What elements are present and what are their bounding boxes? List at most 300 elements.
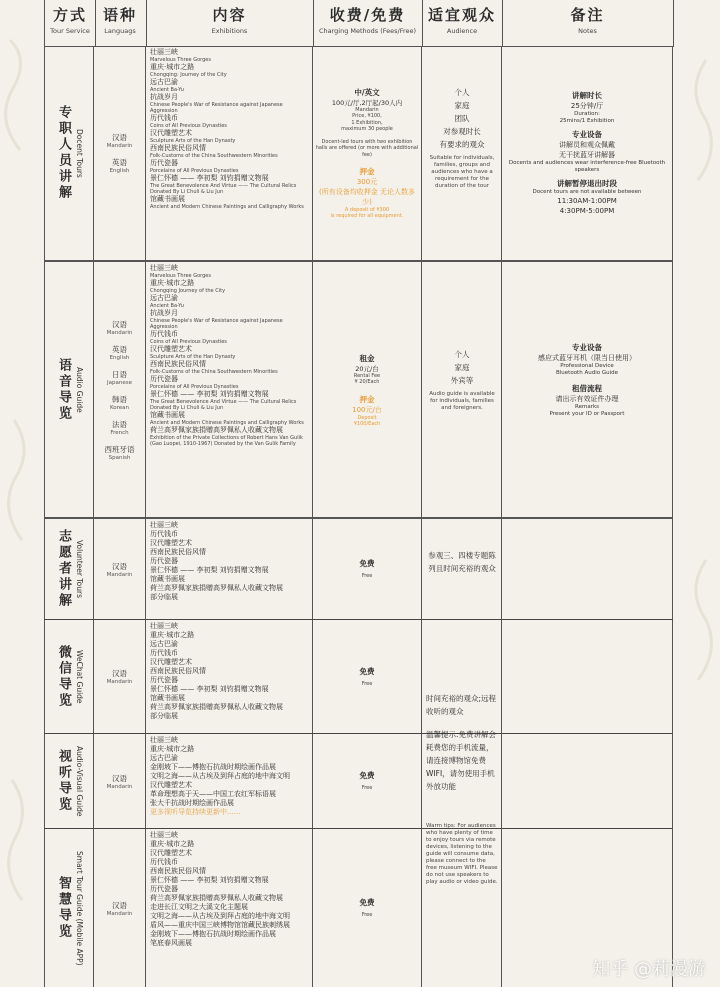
audio-note-rent-title: 租借流程 xyxy=(572,384,602,393)
exhibition-item xyxy=(150,694,310,703)
exhibition-en: Sculpture Arts of the Han Dynasty xyxy=(150,354,236,360)
docent-notes-cell xyxy=(502,46,673,260)
exhibition-zh: 重庆·城市之路 xyxy=(150,840,195,848)
language-zh: 英语 xyxy=(112,344,127,354)
exhibition-zh: 西南民族民俗风情 xyxy=(150,360,206,368)
exhibition-zh: 壮丽三峡 xyxy=(150,736,178,744)
language-en: Mandarin xyxy=(106,329,133,336)
exhibition-zh: 走进长江文明之大溪文化主题展 xyxy=(150,903,248,911)
exhibition-zh: 文明之海——从古埃及到拜占庭的地中海文明 xyxy=(150,912,290,920)
exhibition-zh: 历代钱币 xyxy=(150,858,178,866)
exhibition-item xyxy=(150,631,310,640)
audio-note-device-en1: Professional Device xyxy=(560,363,614,369)
language-item xyxy=(107,319,133,336)
exhibition-item xyxy=(150,745,310,754)
exhibition-en: The Great Benevolence And Virtue —— The Cultural Relics Donated By Li Chuli & Liu Jun xyxy=(150,399,297,411)
audio-fee-price: 20元/台 xyxy=(355,364,379,373)
audio-language-list xyxy=(94,262,145,517)
wechat-languages-cell xyxy=(94,620,146,733)
exhibition-item xyxy=(150,667,310,676)
language-zh: 法语 xyxy=(111,419,127,429)
docent-fee-en5: Docent-led tours with two exhibition halls are offered (or more with additional fee) xyxy=(315,138,419,158)
exhibition-en: Coins of All Previous Dynasties xyxy=(150,339,227,345)
exhibition-en: Chongqing: Journey of the City xyxy=(150,72,227,78)
exhibition-item xyxy=(150,930,310,939)
smart-languages-cell xyxy=(94,829,146,987)
exhibition-item xyxy=(150,831,310,840)
exhibition-zh: 笔底春风画展 xyxy=(150,939,192,947)
docent-audience-z2: 家庭 xyxy=(454,101,470,110)
language-en: English xyxy=(109,354,130,361)
tour-service-table xyxy=(44,0,673,987)
exhibition-item xyxy=(150,790,310,799)
exhibition-item xyxy=(150,557,310,566)
exhibition-zh: 西南民族民俗风情 xyxy=(150,548,206,556)
header-charging-zh: 收费/免费 xyxy=(329,6,406,24)
exhibition-zh: 西南民族民俗风情 xyxy=(150,667,206,675)
exhibition-item xyxy=(150,294,310,309)
exhibition-en: Coins of All Previous Dynasties xyxy=(150,123,227,129)
docent-fee-en4: maximum 30 people xyxy=(341,126,393,133)
exhibition-zh: 汉代雕塑艺术 xyxy=(150,345,192,353)
docent-fee-en2: Price, ¥100, xyxy=(352,113,382,120)
smart-title-zh: 智慧导览 xyxy=(56,876,71,940)
exhibition-item xyxy=(150,566,310,575)
language-item xyxy=(107,132,133,149)
volunteer-type-cell xyxy=(44,519,94,619)
smart-type-cell xyxy=(44,829,94,987)
volunteer-lang-zh: 汉语 xyxy=(112,561,127,571)
audio-note-device-en2: Bluetooth Audio Guide xyxy=(556,370,618,376)
language-item xyxy=(105,444,135,461)
exhibition-zh: 抗战岁月 xyxy=(150,93,178,101)
exhibition-zh: 重庆·城市之路 xyxy=(150,63,195,71)
remote-audience-cell xyxy=(422,620,502,987)
docent-note-device-a: 讲解员和观众佩戴 xyxy=(559,141,615,149)
exhibition-zh: 汉代雕塑艺术 xyxy=(150,849,192,857)
smart-fee-en: Free xyxy=(361,912,373,919)
docent-note-duration-title: 讲解时长 xyxy=(572,91,602,100)
volunteer-fee-cell xyxy=(313,519,422,619)
exhibition-zh: 荷兰高罗佩家族捐赠高罗佩私人收藏文物展 xyxy=(150,703,283,711)
row-audio-guide xyxy=(44,262,673,519)
exhibition-item xyxy=(150,530,310,539)
audio-type-cell xyxy=(44,262,94,517)
decorative-right-pattern xyxy=(676,0,720,987)
audio-exhibitions-cell xyxy=(146,262,313,517)
exhibition-en: Folk-Customs of the China Southwestern Minorities xyxy=(150,369,278,375)
exhibition-en: Folk-Customs of the China Southwestern Minorities xyxy=(150,153,278,159)
audio-note-device: 感应式蓝牙耳机（限当日使用） xyxy=(538,354,636,362)
av-type-cell xyxy=(44,734,94,828)
docent-audience-z3: 团队 xyxy=(454,114,470,123)
exhibition-zh: 历代钱币 xyxy=(150,114,178,122)
exhibition-item xyxy=(150,781,310,790)
smart-title-en: Smart Tour Guide (Mobile APP) xyxy=(75,850,84,966)
exhibition-zh: 荷兰高罗佩家族捐赠高罗佩私人收藏文物展 xyxy=(150,584,283,592)
audio-deposit-amount: 100元/台 xyxy=(352,405,382,414)
wechat-fee-cell xyxy=(313,620,422,733)
exhibition-item xyxy=(150,685,310,694)
av-exhibitions-cell xyxy=(146,734,313,828)
exhibition-item xyxy=(150,360,310,375)
audio-audience-z3: 外宾等 xyxy=(450,376,474,385)
exhibition-item xyxy=(150,703,310,712)
volunteer-exhibition-list xyxy=(150,521,310,602)
language-zh: 日语 xyxy=(111,369,127,379)
smart-lang-zh: 汉语 xyxy=(112,900,127,910)
av-lang-en: Mandarin xyxy=(106,783,133,790)
audio-exhibition-list xyxy=(150,264,310,447)
exhibition-zh: 历代瓷器 xyxy=(150,159,178,167)
exhibition-zh: 历代钱币 xyxy=(150,530,178,538)
exhibition-item xyxy=(150,894,310,903)
header-charging-en: Charging Methods (Fees/Free) xyxy=(318,27,417,35)
exhibition-zh: 远古巴渝 xyxy=(150,640,178,648)
exhibition-zh: 壮丽三峡 xyxy=(150,521,178,529)
language-en: Spanish xyxy=(108,454,131,461)
audio-fee-title: 租金 xyxy=(359,353,375,363)
exhibition-zh: 重庆·城市之路 xyxy=(150,631,195,639)
exhibition-item xyxy=(150,375,310,390)
volunteer-title-en: Volunteer Tours xyxy=(75,539,84,598)
header-notes xyxy=(502,0,674,47)
exhibition-zh: 历代瓷器 xyxy=(150,557,178,565)
wechat-fee-zh: 免费 xyxy=(359,666,375,676)
remote-tip: 温馨提示:免费讲解会耗费您的手机流量，请连接博物馆免费WIFI，请勿使用手机外放功能 xyxy=(426,730,497,791)
header-audience xyxy=(422,0,503,47)
wechat-title-zh: 微信导览 xyxy=(56,644,71,709)
language-zh: 汉语 xyxy=(112,319,127,329)
docent-fee-en3: 1 Exhibition, xyxy=(351,119,383,126)
exhibition-zh: 历代钱币 xyxy=(150,649,178,657)
exhibition-zh: 汉代雕塑艺术 xyxy=(150,781,192,789)
exhibition-item xyxy=(150,622,310,631)
audio-audience-z1: 个人 xyxy=(454,350,470,359)
exhibition-item xyxy=(150,345,310,360)
header-language xyxy=(94,0,147,47)
language-en: French xyxy=(110,429,129,436)
docent-note-pause-en: Docent tours are not available between xyxy=(532,189,642,195)
exhibition-zh: 盾风——重庆中国三峡博物馆馆藏民族刺绣展 xyxy=(150,921,290,929)
smart-exhibition-list xyxy=(150,831,310,948)
docent-audience-cell xyxy=(422,46,502,260)
exhibition-item xyxy=(150,426,310,447)
docent-deposit-en1: A deposit of ¥300 xyxy=(344,207,390,214)
exhibition-zh: 金刚坡下——傅抱石抗战时期绘画作品展 xyxy=(150,930,276,938)
exhibition-zh: 部分临展 xyxy=(150,593,178,601)
exhibition-zh: 景仁怀德 —— 李初梨 刘钧捐赠文物展 xyxy=(150,876,269,884)
docent-deposit-title: 押金 xyxy=(359,167,375,177)
exhibition-zh: 历代瓷器 xyxy=(150,885,178,893)
wechat-title-en: WeChat Guide xyxy=(75,649,84,704)
audio-fee-cell xyxy=(313,262,422,517)
smart-lang-en: Mandarin xyxy=(106,910,133,917)
exhibition-zh: 西南民族民俗风情 xyxy=(150,867,206,875)
language-en: Mandarin xyxy=(106,143,133,149)
language-en: Japanese xyxy=(107,379,132,386)
docent-audience-z4: 对参观时长 xyxy=(443,127,481,136)
exhibition-item xyxy=(150,840,310,849)
exhibition-zh: 远古巴渝 xyxy=(150,294,178,302)
exhibition-item xyxy=(150,264,310,279)
exhibition-item xyxy=(150,78,310,93)
exhibition-zh: 历代瓷器 xyxy=(150,676,178,684)
audio-fee-en1: Rental Fee xyxy=(353,372,381,379)
audio-languages-cell xyxy=(94,262,146,517)
av-fee-zh: 免费 xyxy=(359,771,375,781)
docent-note-device-b: 无干扰蓝牙讲解器 xyxy=(559,151,615,159)
audio-title-zh: 语音导览 xyxy=(56,357,71,422)
header-charging xyxy=(313,0,423,47)
docent-languages-cell xyxy=(94,46,146,260)
exhibition-en: Marvelous Three Gorges xyxy=(150,273,211,279)
exhibition-zh: 壮丽三峡 xyxy=(150,264,178,272)
wechat-exhibitions-cell xyxy=(146,620,313,733)
exhibition-item xyxy=(150,548,310,557)
exhibition-en: Ancient and Modern Chinese Paintings and Calligraphy Works xyxy=(150,204,304,210)
exhibition-item xyxy=(150,649,310,658)
header-language-zh: 语种 xyxy=(102,6,137,24)
exhibition-en: Ancient Ba-Yu xyxy=(150,303,184,309)
volunteer-fee-zh: 免费 xyxy=(359,559,375,569)
exhibition-zh: 馆藏书画展 xyxy=(150,411,185,419)
header-notes-zh: 备注 xyxy=(570,6,605,24)
wechat-lang-en: Mandarin xyxy=(106,679,133,685)
exhibition-zh: 张大千抗战时期绘画作品展 xyxy=(150,799,234,807)
exhibition-item xyxy=(150,736,310,745)
exhibition-item xyxy=(150,129,310,144)
docent-audience-en: Suitable for individuals, families, groups and audiences who have a requirement for the duration of the tour xyxy=(429,155,495,189)
docent-note-duration-en2: 25mins/1 Exhibition xyxy=(559,118,615,124)
docent-fee-price: 100元/厅,2厅起/30人内 xyxy=(331,98,403,107)
docent-note-device-title: 专业设备 xyxy=(572,130,602,139)
exhibition-item xyxy=(150,309,310,330)
exhibition-en: Chinese People's War of Resistance against Japanese Aggression xyxy=(150,102,283,114)
exhibition-item xyxy=(150,411,310,426)
volunteer-audience-cell xyxy=(422,519,502,619)
wechat-exhibition-list xyxy=(150,622,310,721)
docent-exhibition-list xyxy=(150,48,310,210)
audio-note-rent-en2: Present your ID or Passport xyxy=(549,411,625,417)
shared-audience-notes xyxy=(422,620,673,987)
volunteer-fee-en: Free xyxy=(361,573,373,580)
language-en: English xyxy=(109,168,130,174)
header-tour-service-en: Tour Service xyxy=(50,27,90,35)
docent-exhibitions-cell xyxy=(146,46,313,260)
exhibition-en: Ancient and Modern Chinese Paintings and Calligraphy Works xyxy=(150,420,304,426)
exhibition-zh: 革命理想高于天——中国工农红军标语展 xyxy=(150,790,276,798)
language-en: Korean xyxy=(109,404,130,411)
exhibition-zh: 远古巴渝 xyxy=(150,754,178,762)
volunteer-languages-cell xyxy=(94,519,146,619)
exhibition-item xyxy=(150,575,310,584)
smart-exhibitions-cell xyxy=(146,829,313,987)
exhibition-more xyxy=(150,808,310,817)
header-tour-service xyxy=(44,0,96,47)
audio-audience-en: Audio guide is available for individuals, families and foreigners. xyxy=(429,391,495,411)
audio-audience-z2: 家庭 xyxy=(454,363,470,372)
exhibition-zh: 壮丽三峡 xyxy=(150,622,178,630)
exhibition-item xyxy=(150,921,310,930)
exhibition-zh: 壮丽三峡 xyxy=(150,48,178,56)
docent-note-pause-b: 4:30PM-5:00PM xyxy=(559,207,615,215)
exhibition-zh: 抗战岁月 xyxy=(150,309,178,317)
volunteer-audience: 参观三、四楼专题陈列且时间充裕的观众 xyxy=(428,551,496,573)
exhibition-en: Porcelains of All Previous Dynasties xyxy=(150,384,239,390)
wechat-type-cell xyxy=(44,620,94,733)
audio-fee-en2: ¥ 20/Each xyxy=(354,379,380,385)
exhibition-zh: 景仁怀德 —— 李初梨 刘钧捐赠文物展 xyxy=(150,685,269,693)
exhibition-item xyxy=(150,195,310,210)
language-item xyxy=(110,394,129,411)
audio-deposit-title: 押金 xyxy=(359,394,375,404)
header-notes-en: Notes xyxy=(578,27,597,35)
wechat-lang-zh: 汉语 xyxy=(112,669,127,678)
decorative-left-pattern xyxy=(0,0,44,987)
exhibition-en: Marvelous Three Gorges xyxy=(150,57,211,63)
exhibition-zh: 馆藏书画展 xyxy=(150,575,185,583)
exhibition-zh: 远古巴渝 xyxy=(150,78,178,86)
exhibition-item xyxy=(150,63,310,78)
exhibition-item xyxy=(150,93,310,114)
exhibition-zh: 景仁怀德 —— 李初梨 刘钧捐赠文物展 xyxy=(150,390,269,398)
header-audience-en: Audience xyxy=(446,27,478,35)
exhibition-item xyxy=(150,712,310,721)
volunteer-exhibitions-cell xyxy=(146,519,313,619)
docent-deposit-en2: is required for all equipment. xyxy=(330,213,404,220)
exhibition-zh: 汉代雕塑艺术 xyxy=(150,129,192,137)
audio-note-rent: 请出示有效证件办理 xyxy=(555,395,619,403)
header-exhibitions-en: Exhibitions xyxy=(211,27,248,35)
exhibition-item xyxy=(150,754,310,763)
remote-tip-en: Warm tips: For audiences who have plenty of time to enjoy tours via remote devices, listening to the guide will consume data, please connect to the free museum WIFI. Please do not use speakers to play audio or video guide. xyxy=(426,823,498,885)
audio-deposit-en2: ¥100/Each xyxy=(353,420,381,427)
header-tour-service-zh: 方式 xyxy=(52,6,87,24)
header-exhibitions-zh: 内容 xyxy=(212,6,247,24)
docent-note-pause-a: 11:30AM-1:00PM xyxy=(557,197,617,205)
audio-note-device-title: 专业设备 xyxy=(572,343,602,352)
docent-note-duration-en1: Duration: xyxy=(574,111,600,117)
exhibition-item xyxy=(150,330,310,345)
language-zh: 英语 xyxy=(112,158,127,167)
exhibition-item xyxy=(150,799,310,808)
header-exhibitions xyxy=(146,0,314,47)
exhibition-zh: 部分临展 xyxy=(150,712,178,720)
docent-deposit-note: (所有设备均收押金 无论人数多少) xyxy=(319,188,415,207)
exhibition-item xyxy=(150,279,310,294)
docent-title-zh: 专职人员讲解 xyxy=(56,105,71,201)
exhibition-en: Porcelains of All Previous Dynasties xyxy=(150,168,239,174)
remote-notes-cell xyxy=(502,620,673,987)
exhibition-item xyxy=(150,539,310,548)
exhibition-zh: 汉代雕塑艺术 xyxy=(150,539,192,547)
row-volunteer-tours xyxy=(44,519,673,620)
exhibition-item xyxy=(150,640,310,649)
exhibition-en: Ancient Ba-Yu xyxy=(150,87,184,93)
audio-note-rent-en1: Remarks xyxy=(575,404,599,410)
docent-fee-language: 中/英文 xyxy=(354,87,380,97)
exhibition-item xyxy=(150,903,310,912)
exhibition-item xyxy=(150,885,310,894)
language-item xyxy=(107,369,132,386)
exhibition-zh: 西南民族民俗风情 xyxy=(150,144,206,152)
docent-fee-en1: Mandarin xyxy=(355,106,379,113)
docent-audience-z1: 个人 xyxy=(454,88,470,97)
watermark: 知乎 @莉漫游 xyxy=(592,959,706,980)
docent-audience-z5: 有要求的观众 xyxy=(439,140,485,149)
exhibition-zh: 馆藏书画展 xyxy=(150,195,185,203)
exhibition-item xyxy=(150,912,310,921)
language-zh: 韩语 xyxy=(111,394,127,404)
exhibition-item xyxy=(150,584,310,593)
exhibition-more-text: 更多视听导览持续更新中...... xyxy=(150,808,241,816)
exhibition-item xyxy=(150,867,310,876)
exhibition-en: Chinese People's War of Resistance against Japanese Aggression xyxy=(150,318,283,330)
header-audience-zh: 适宜观众 xyxy=(427,6,496,24)
docent-type-cell xyxy=(44,46,94,260)
exhibition-zh: 文明之海——从古埃及到拜占庭的地中海文明 xyxy=(150,772,290,780)
exhibition-item xyxy=(150,48,310,63)
av-title-en: Audio-Visual Guide xyxy=(75,745,84,817)
exhibition-item xyxy=(150,939,310,948)
exhibition-zh: 历代瓷器 xyxy=(150,375,178,383)
exhibition-en: Chongqing Journey of the City xyxy=(150,288,226,294)
smart-fee-cell xyxy=(313,829,422,987)
docent-note-duration: 25分钟/厅 xyxy=(570,102,604,110)
docent-note-device-en: Docents and audiences wear interference-free Bluetooth speakers xyxy=(508,160,666,173)
exhibition-item xyxy=(150,658,310,667)
language-item xyxy=(110,419,128,436)
language-item xyxy=(110,344,130,361)
exhibition-item xyxy=(150,390,310,411)
av-lang-zh: 汉语 xyxy=(112,773,127,783)
exhibition-item xyxy=(150,144,310,159)
exhibition-item xyxy=(150,849,310,858)
exhibition-item xyxy=(150,858,310,867)
audio-title-en: Audio Guide xyxy=(75,366,84,413)
exhibition-zh: 景仁怀德 —— 李初梨 刘钧捐赠文物展 xyxy=(150,174,269,182)
exhibition-item xyxy=(150,593,310,602)
docent-note-pause-title: 讲解暂停退出时段 xyxy=(557,179,617,188)
volunteer-title-zh: 志愿者讲解 xyxy=(56,529,71,609)
exhibition-zh: 金刚坡下——傅抱石抗战时期绘画作品展 xyxy=(150,763,276,771)
audio-notes-cell xyxy=(502,262,673,517)
exhibition-item xyxy=(150,676,310,685)
exhibition-en: Exhibition of the Private Collections of Robert Hans Van Gulik (Gao Luopei, 1910-1967) Donated by the Van Gulik Family xyxy=(150,435,303,447)
exhibition-item xyxy=(150,763,310,772)
row-docent-tours xyxy=(44,46,673,262)
smart-fee-zh: 免费 xyxy=(359,898,375,908)
docent-fee-cell xyxy=(313,46,422,260)
exhibition-zh: 历代钱币 xyxy=(150,330,178,338)
exhibition-item xyxy=(150,114,310,129)
exhibition-zh: 汉代雕塑艺术 xyxy=(150,658,192,666)
exhibition-en: Sculpture Arts of the Han Dynasty xyxy=(150,138,236,144)
volunteer-notes-cell xyxy=(502,519,673,619)
exhibition-zh: 荷兰高罗佩家族捐赠高罗佩私人收藏文物展 xyxy=(150,426,283,434)
exhibition-item xyxy=(150,521,310,530)
exhibition-zh: 景仁怀德 —— 李初梨 刘钧捐赠文物展 xyxy=(150,566,269,574)
exhibition-item xyxy=(150,772,310,781)
language-item xyxy=(110,157,130,174)
exhibition-zh: 重庆·城市之路 xyxy=(150,279,195,287)
exhibition-item xyxy=(150,174,310,195)
exhibition-en: The Great Benevolence And Virtue —— The Cultural Relics Donated By Li Chuli & Liu Jun xyxy=(150,183,297,195)
exhibition-zh: 壮丽三峡 xyxy=(150,831,178,839)
wechat-fee-en: Free xyxy=(361,680,373,687)
exhibition-zh: 重庆·城市之路 xyxy=(150,745,195,753)
